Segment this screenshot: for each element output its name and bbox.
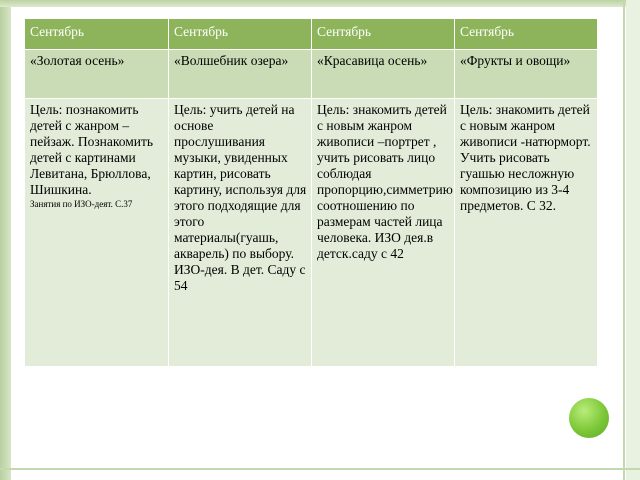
lesson-title-cell: «Волшебник озера»: [169, 50, 312, 99]
september-plan-table: [24, 18, 598, 367]
slide-frame-right-line: [623, 0, 625, 480]
header-cell: Сентябрь: [455, 19, 598, 50]
header-cell: Сентябрь: [312, 19, 455, 50]
slide-frame-right-strip: [626, 0, 640, 480]
lesson-title-cell: «Красавица осень»: [312, 50, 455, 99]
lesson-goal-cell: [25, 99, 169, 367]
slide-frame-bottom: [0, 468, 640, 470]
header-row: [25, 19, 598, 50]
header-cell: Сентябрь: [25, 19, 169, 50]
lesson-goal-text: Цель: знакомить детей с новым жанром живописи -натюрморт. Учить рисовать гуашью несложную композицию из 3-4 предметов. С 32.: [460, 102, 591, 213]
lesson-goal-text: Цель: познакомить детей с жанром – пейзаж. Познакомить детей с картинами Левитана, Брюллова, Шишкина.: [30, 102, 154, 197]
lesson-goal-text: Цель: учить детей на основе прослушивания музыки, увиденных картин, рисовать картину, используя для этого подходящие для этого материалы(гуашь, акварель) по выбору. ИЗО-дея. В дет. Саду с 54: [174, 102, 307, 293]
green-circle-decoration: [569, 398, 609, 438]
lesson-title-cell: «Фрукты и овощи»: [455, 50, 598, 99]
slide-frame-top: [0, 0, 640, 7]
lesson-title-cell: «Золотая осень»: [25, 50, 169, 99]
lesson-goal-cell: [169, 99, 312, 367]
lesson-goal-text: Цель: знакомить детей с новым жанром живописи –портрет , учить рисовать лицо соблюдая пропорцию,симметрию соотношению по размерам частей лица человека. ИЗО дея.в детск.саду с 42: [317, 102, 453, 261]
lesson-goal-row: [25, 99, 598, 367]
lesson-source-note: Занятия по ИЗО-деят. С.37: [30, 199, 133, 209]
slide-frame-left: [0, 0, 11, 480]
header-cell: Сентябрь: [169, 19, 312, 50]
lesson-goal-cell: [312, 99, 455, 367]
lesson-title-row: [25, 50, 598, 99]
lesson-goal-cell: [455, 99, 598, 367]
